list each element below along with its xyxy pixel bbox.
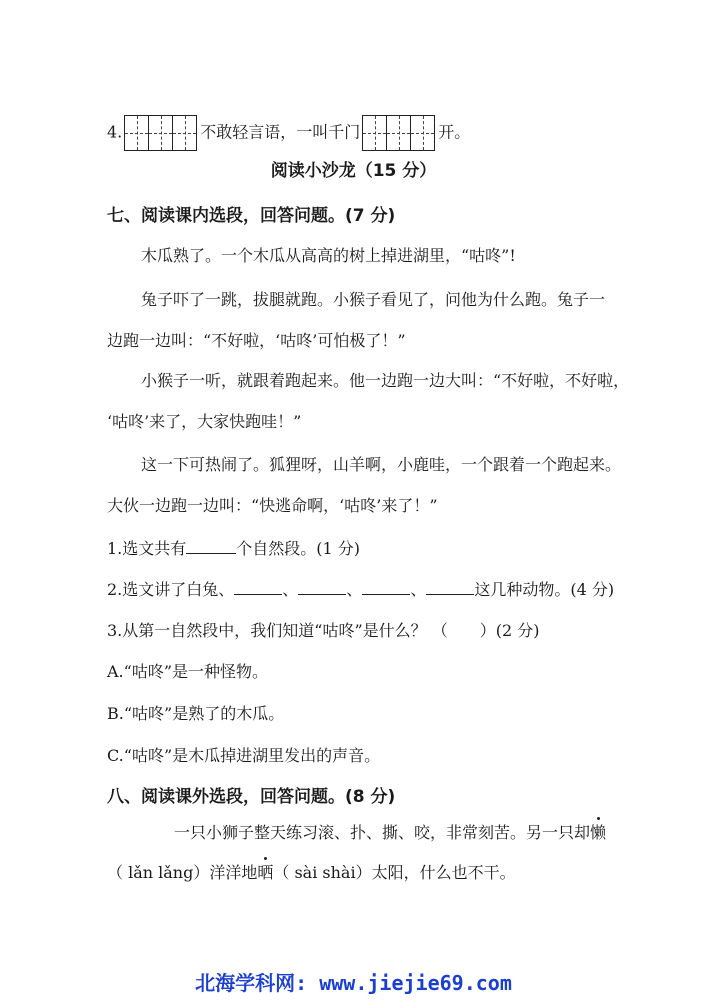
dotted-char-lan: 懒	[590, 823, 607, 842]
pinyin-choice-1[interactable]: （ lǎn lǎng）洋洋地	[107, 863, 258, 882]
answer-blank[interactable]	[186, 537, 236, 554]
passage-8-line-2	[107, 862, 516, 884]
answer-blank[interactable]	[362, 578, 410, 595]
section-8-heading: 八、阅读课外选段，回答问题。(8 分)	[107, 787, 396, 807]
question-7-2-suffix: 这几种动物。(4 分)	[474, 580, 615, 599]
option-c[interactable]: C.“咕咚”是木瓜掉进湖里发出的声音。	[107, 746, 381, 765]
passage-7-paragraph-3: 小猴子一听，就跟着跑起来。他一边跑一边大叫：“不好啦，不好啦，	[141, 371, 630, 390]
passage-7-paragraph-2-cont: 边跑一边叫：“不好啦，‘咕咚’可怕极了！”	[107, 331, 406, 350]
separator: 、	[410, 580, 427, 599]
dotted-char-shai: 晒	[257, 863, 274, 882]
passage-7-paragraph-2: 兔子吓了一跳，拔腿就跑。小猴子看见了，问他为什么跑。兔子一	[141, 290, 606, 309]
pinyin-choice-2[interactable]: （ sài shài）太阳，什么也不干。	[273, 863, 516, 882]
option-a[interactable]: A.“咕咚”是一种怪物。	[107, 662, 269, 681]
question-7-2-text: 2.选文讲了白兔、	[107, 580, 235, 599]
question-7-3: 3.从第一自然段中，我们知道“咕咚”是什么？ （ ）(2 分)	[107, 621, 540, 640]
answer-box-group-1[interactable]	[124, 115, 196, 151]
option-b[interactable]: B.“咕咚”是熟了的木瓜。	[107, 704, 285, 723]
question-7-1-suffix: 个自然段。(1 分)	[236, 539, 361, 558]
answer-blank[interactable]	[298, 578, 346, 595]
question-4	[107, 115, 470, 151]
question-4-end: 开。	[438, 122, 471, 142]
answer-blank[interactable]	[426, 578, 474, 595]
passage-7-paragraph-1: 木瓜熟了。一个木瓜从高高的树上掉进湖里，“咕咚”!	[141, 246, 516, 265]
separator: 、	[282, 580, 299, 599]
char-box[interactable]	[386, 115, 411, 151]
question-4-number: 4.	[107, 122, 123, 142]
char-box[interactable]	[172, 115, 197, 151]
answer-box-group-2[interactable]	[362, 115, 434, 151]
answer-blank[interactable]	[234, 578, 282, 595]
passage-7-paragraph-3-cont: ‘咕咚’来了，大家快跑哇！”	[107, 412, 302, 431]
question-7-1-text: 1.选文共有	[107, 539, 187, 558]
char-box[interactable]	[410, 115, 435, 151]
question-4-text: 不敢轻言语，一叫千门	[200, 122, 361, 142]
char-box[interactable]	[362, 115, 387, 151]
question-7-2	[107, 578, 614, 601]
section-title: 阅读小沙龙（15 分）	[270, 161, 437, 181]
question-7-1	[107, 537, 360, 560]
section-7-heading: 七、阅读课内选段，回答问题。(7 分)	[107, 206, 396, 226]
char-box[interactable]	[124, 115, 149, 151]
char-box[interactable]	[148, 115, 173, 151]
passage-7-paragraph-4: 这一下可热闹了。狐狸呀，山羊啊，小鹿哇，一个跟着一个跑起来。	[141, 455, 622, 474]
passage-8-line-1	[174, 822, 606, 844]
footer-watermark: 北海学科网: www.jiejie69.com	[195, 971, 512, 995]
passage-7-paragraph-4-cont: 大伙一边跑一边叫：“快逃命啊，‘咕咚’来了！”	[107, 496, 438, 515]
separator: 、	[346, 580, 363, 599]
passage-8-text: 一只小狮子整天练习滚、扑、撕、咬，非常刻苦。另一只却	[174, 823, 591, 842]
